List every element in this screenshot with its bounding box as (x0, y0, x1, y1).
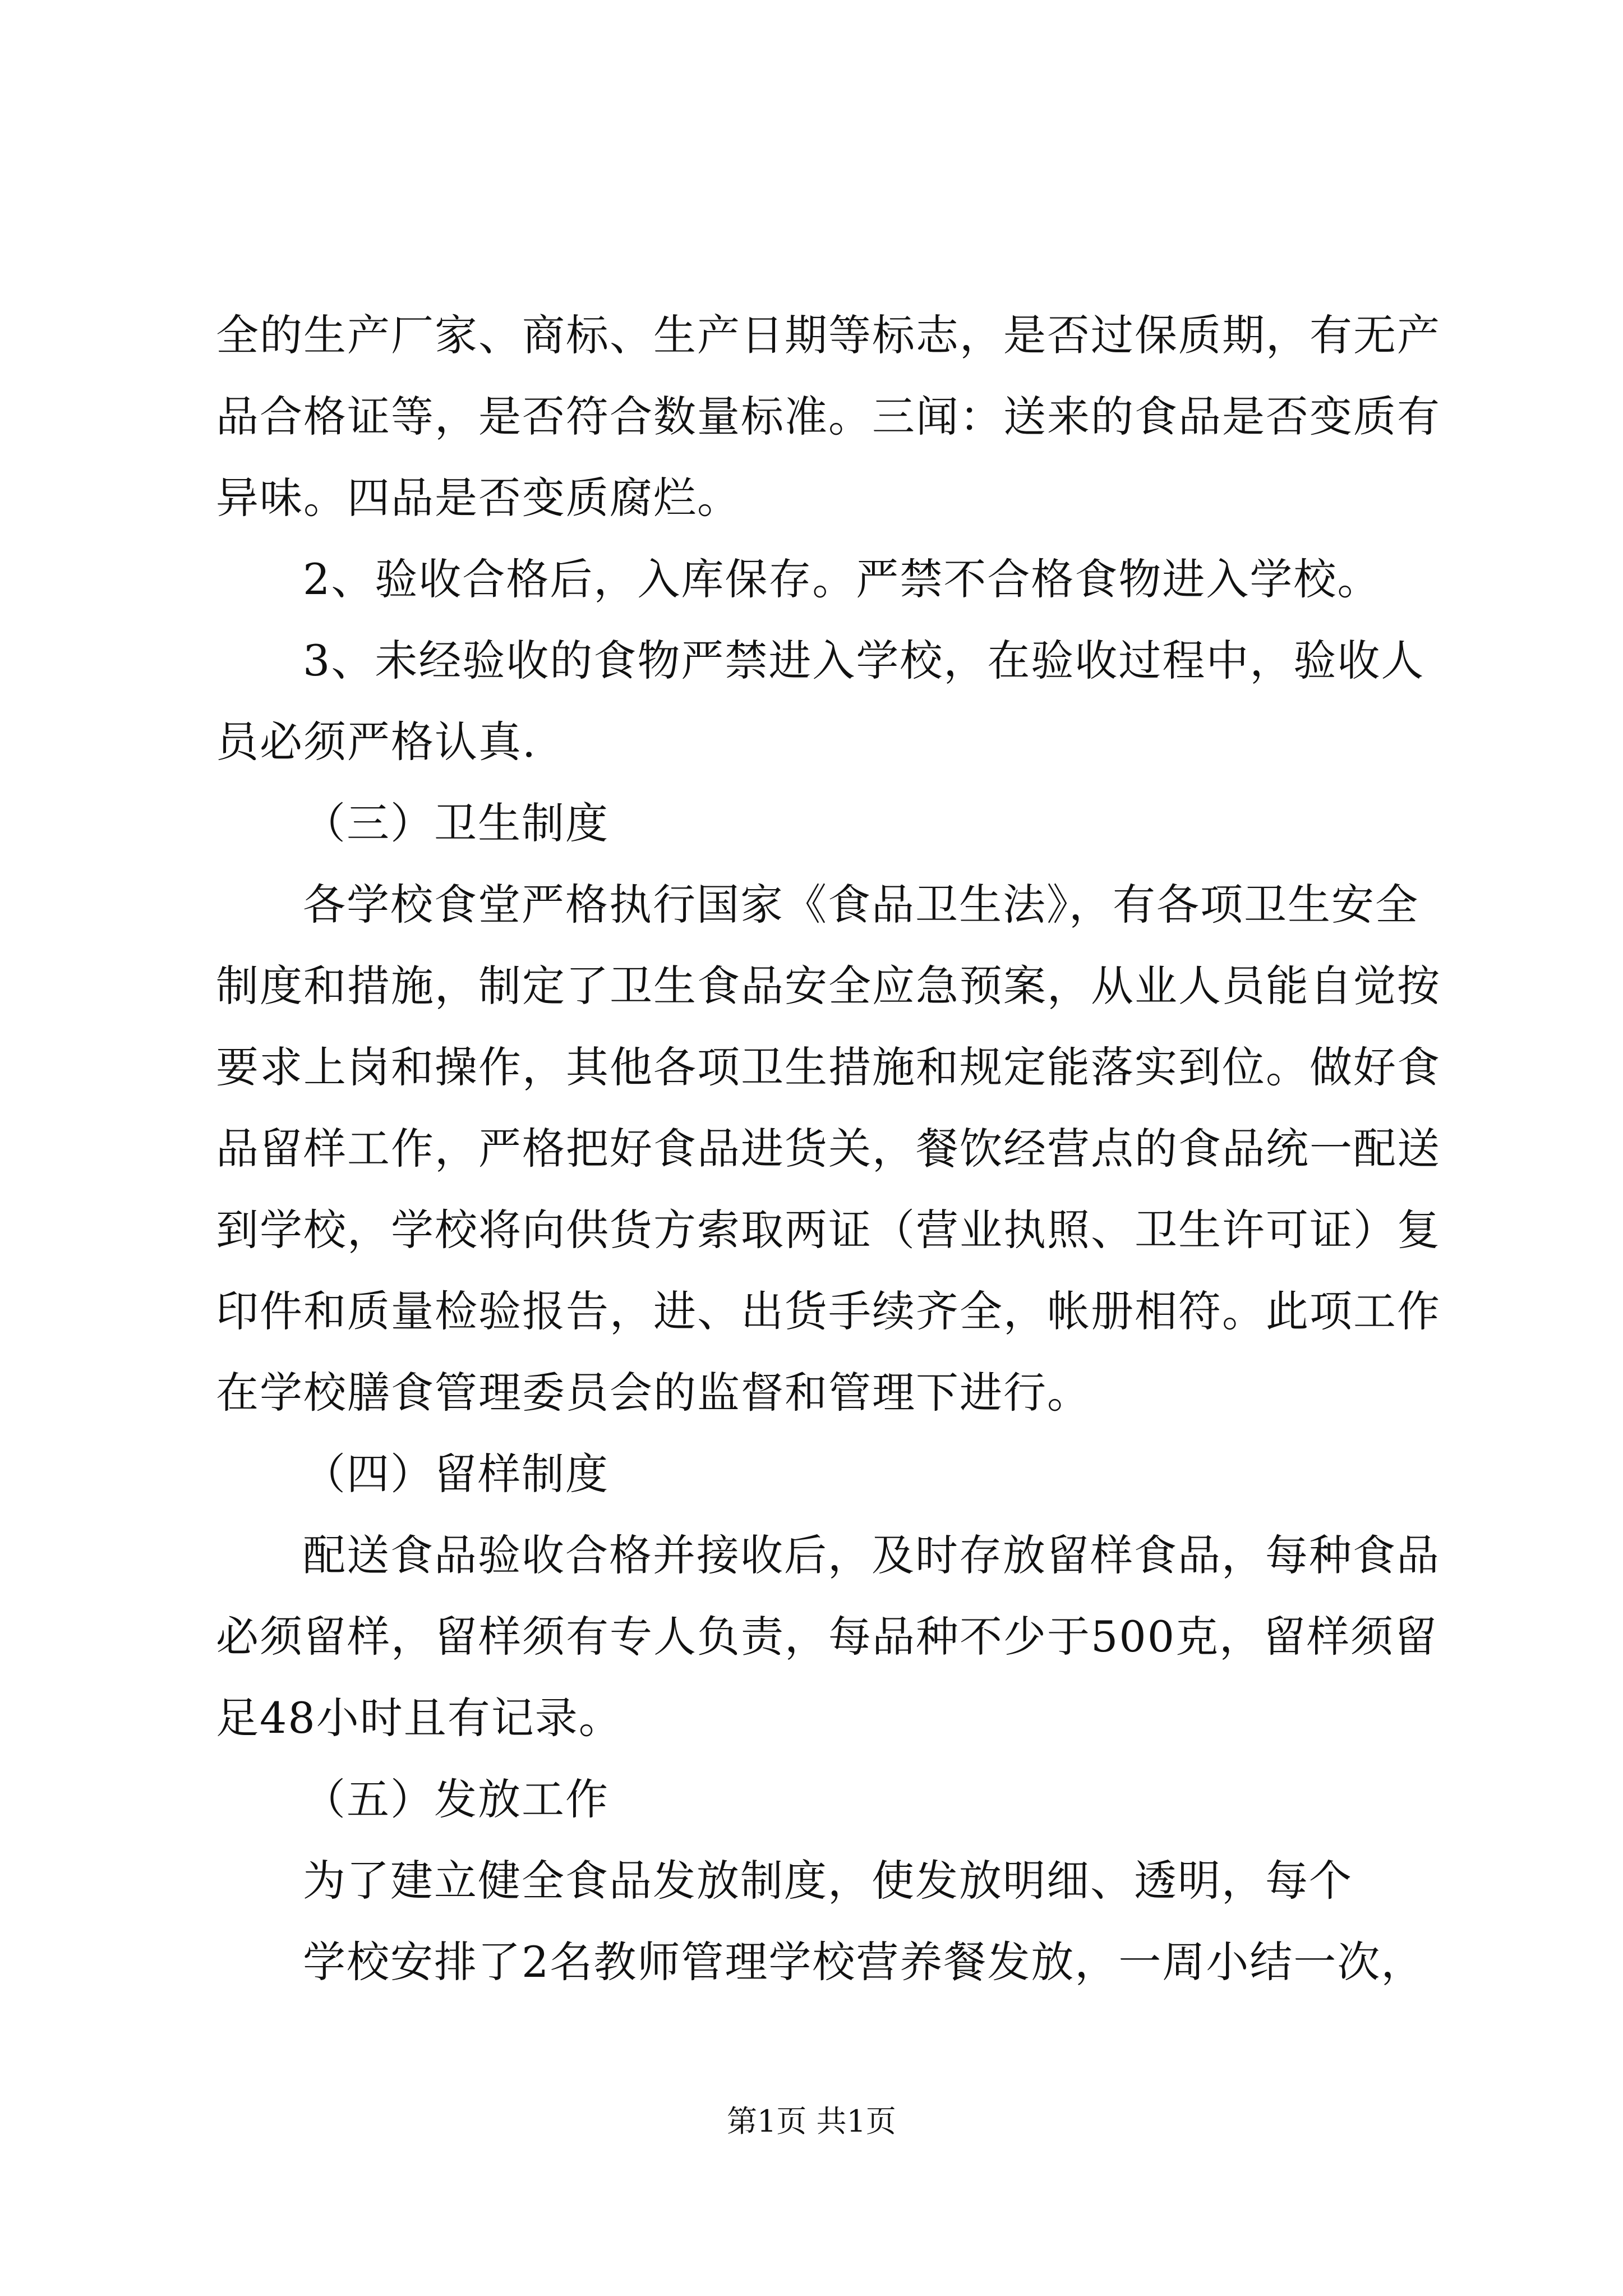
text-line: 要求上岗和操作，其他各项卫生措施和规定能落实到位。做好食 (216, 1042, 1441, 1092)
text-line: 品留样工作，严格把好食品进货关，餐饮经营点的食品统一配送 (216, 1124, 1441, 1174)
text-line: 配送食品验收合格并接收后，及时存放留样食品，每种食品 (303, 1530, 1440, 1580)
text-line: 全的生产厂家、商标、生产日期等标志，是否过保质期，有无产 (216, 310, 1441, 360)
text-line: 制度和措施，制定了卫生食品安全应急预案，从业人员能自觉按 (216, 961, 1441, 1011)
text-line: 异味。四品是否变质腐烂。 (216, 473, 741, 523)
text-line: 各学校食堂严格执行国家《食品卫生法》，有各项卫生安全 (303, 880, 1419, 930)
text-line: 必须留样，留样须有专人负责，每品种不少于500克，留样须留 (216, 1612, 1438, 1662)
text-line: 员必须严格认真. (216, 717, 537, 767)
text-line: 到学校，学校将向供货方索取两证（营业执照、卫生许可证）复 (216, 1205, 1441, 1255)
text-line: 为了建立健全食品发放制度，使发放明细、透明，每个 (303, 1856, 1353, 1906)
text-line: 品合格证等，是否符合数量标准。三闻：送来的食品是否变质有 (216, 392, 1441, 441)
section-heading: （五）发放工作 (303, 1774, 609, 1824)
section-heading: （四）留样制度 (303, 1449, 609, 1499)
text-line: 足48小时且有记录。 (216, 1693, 623, 1743)
section-heading: （三）卫生制度 (303, 798, 609, 848)
text-line: 3、未经验收的食物严禁进入学校，在验收过程中，验收人 (303, 636, 1425, 685)
page-footer: 第1页 共1页 (727, 2104, 896, 2139)
text-line: 印件和质量检验报告，进、出货手续齐全，帐册相符。此项工作 (216, 1286, 1441, 1336)
text-line: 2、验收合格后，入库保存。严禁不合格食物进入学校。 (303, 554, 1381, 604)
text-line: 学校安排了2名教师管理学校营养餐发放，一周小结一次， (303, 1937, 1425, 1987)
text-line: 在学校膳食管理委员会的监督和管理下进行。 (216, 1368, 1091, 1418)
